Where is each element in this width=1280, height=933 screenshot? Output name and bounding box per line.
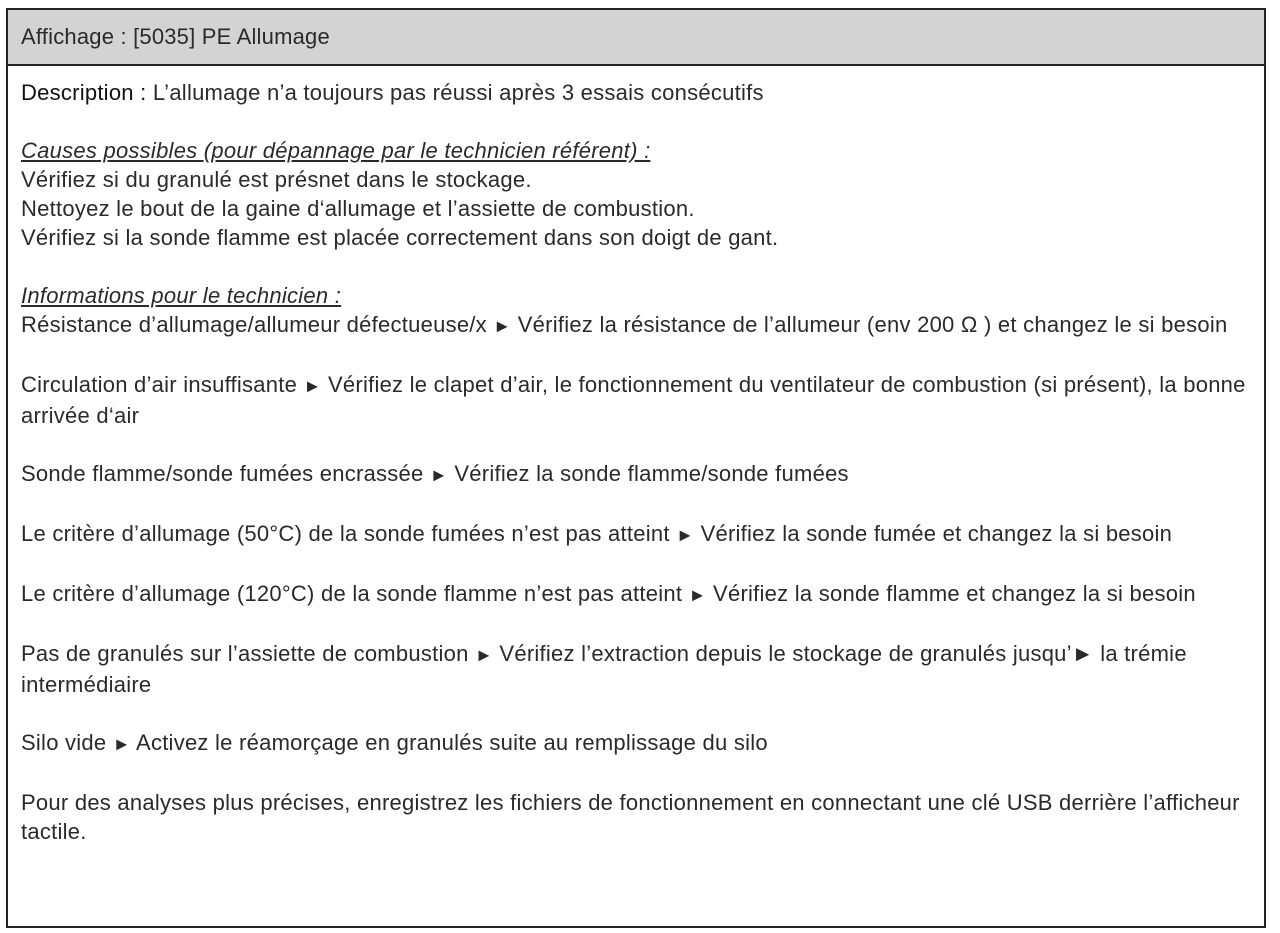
panel-header (8, 10, 1264, 66)
arrow-right-icon: ► (676, 525, 695, 545)
info-action: Vérifiez la sonde flamme et changez la si besoin (713, 581, 1196, 606)
error-panel (6, 8, 1266, 928)
info-action: Vérifiez la sonde flamme/sonde fumées (454, 461, 849, 486)
cause-line: Nettoyez le bout de la gaine d‘allumage et l’assiette de combustion. (21, 196, 695, 221)
info-item (21, 728, 1253, 759)
info-item (21, 579, 1253, 610)
arrow-right-icon: ► (493, 316, 512, 336)
info-cause: Résistance d’allumage/allumeur défectueuse/x (21, 312, 487, 337)
info-action: Vérifiez le clapet d’air, le fonctionnement du ventilateur de combustion (si présent), la bonne arrivée d‘air (21, 372, 1246, 428)
description (21, 78, 1253, 107)
info-item (21, 519, 1253, 550)
info-action: Vérifiez la résistance de l’allumeur (env 200 Ω ) et changez le si besoin (517, 312, 1228, 337)
info-cause: Le critère d’allumage (50°C) de la sonde fumées n’est pas atteint (21, 521, 670, 546)
info-cause: Silo vide (21, 730, 107, 755)
info-action: Activez le réamorçage en granulés suite au remplissage du silo (136, 730, 768, 755)
cause-line: Vérifiez si la sonde flamme est placée correctement dans son doigt de gant. (21, 225, 779, 250)
cause-line: Vérifiez si du granulé est présnet dans le stockage. (21, 167, 532, 192)
info-heading: Informations pour le technicien : (21, 283, 342, 308)
arrow-right-icon: ► (688, 585, 707, 605)
arrow-right-icon: ► (112, 734, 131, 754)
info-action: Vérifiez la sonde fumée et changez la si besoin (700, 521, 1173, 546)
panel-content (8, 66, 1265, 846)
info-cause: Pas de granulés sur l’assiette de combustion (21, 641, 469, 666)
info-cause: Sonde flamme/sonde fumées encrassée (21, 461, 424, 486)
info-item (21, 281, 1253, 341)
causes-heading: Causes possibles (pour dépannage par le technicien référent) : (21, 138, 651, 163)
info-cause: Le critère d’allumage (120°C) de la sonde flamme n’est pas atteint (21, 581, 683, 606)
info-action: Vérifiez l’extraction depuis le stockage de granulés jusqu’► la trémie intermédiaire (21, 641, 1187, 697)
panel-title: Affichage : [5035] PE Allumage (21, 24, 330, 49)
arrow-right-icon: ► (429, 465, 448, 485)
arrow-right-icon: ► (303, 376, 322, 396)
info-item (21, 370, 1253, 430)
info-footer: Pour des analyses plus précises, enregistrez les fichiers de fonctionnement en connectant une clé USB derrière l’afficheur tactile. (21, 790, 1240, 844)
description-text: L’allumage n’a toujours pas réussi après 3 essais consécutifs (152, 80, 764, 105)
info-cause: Circulation d’air insuffisante (21, 372, 298, 397)
info-item (21, 639, 1253, 699)
causes-section (21, 136, 1253, 252)
arrow-right-icon: ► (474, 645, 494, 665)
description-label: Description : (21, 80, 147, 105)
info-item (21, 459, 1253, 490)
